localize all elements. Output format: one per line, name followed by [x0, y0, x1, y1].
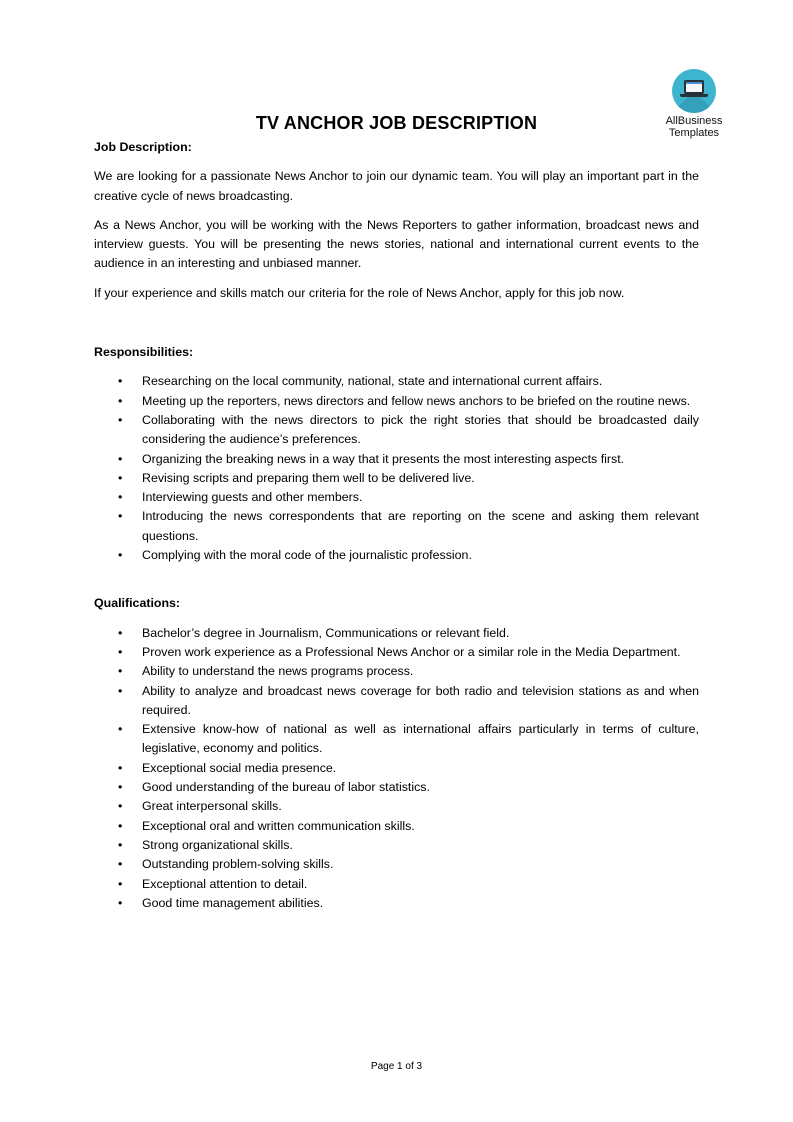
list-item: • Ability to analyze and broadcast news coverage for both radio and television stations as and when required.: [142, 682, 699, 721]
job-description-heading: Job Description:: [94, 140, 192, 154]
list-item: • Collaborating with the news directors to pick the right stories that should be broadcasted daily considering the audience’s preferences.: [142, 411, 699, 450]
list-item: • Ability to understand the news programs process.: [142, 662, 699, 681]
logo-line-1: AllBusiness: [665, 115, 723, 127]
list-item: • Exceptional attention to detail.: [142, 875, 699, 894]
list-item: • Outstanding problem-solving skills.: [142, 855, 699, 874]
laptop-icon: [672, 69, 716, 113]
job-description-paragraph: We are looking for a passionate News Anchor to join our dynamic team. You will play an important part in the creative cycle of news broadcasting.: [94, 169, 699, 203]
list-item: • Good time management abilities.: [142, 894, 699, 913]
list-item: • Exceptional social media presence.: [142, 759, 699, 778]
list-item: • Exceptional oral and written communication skills.: [142, 817, 699, 836]
list-item: • Organizing the breaking news in a way that it presents the most interesting aspects first.: [142, 450, 699, 469]
list-item: • Revising scripts and preparing them well to be delivered live.: [142, 469, 699, 488]
page-number: Page 1 of 3: [370, 1061, 423, 1072]
document-title: TV ANCHOR JOB DESCRIPTION: [255, 113, 538, 133]
qualifications-list: [94, 624, 699, 913]
list-item: • Proven work experience as a Professional News Anchor or a similar role in the Media Department.: [142, 643, 699, 662]
list-item: • Meeting up the reporters, news directors and fellow news anchors to be briefed on the routine news.: [142, 392, 699, 411]
list-item: • Interviewing guests and other members.: [142, 488, 699, 507]
list-item: • Strong organizational skills.: [142, 836, 699, 855]
list-item: • Introducing the news correspondents that are reporting on the scene and asking them relevant questions.: [142, 507, 699, 546]
list-item: • Bachelor’s degree in Journalism, Communications or relevant field.: [142, 624, 699, 643]
list-item: • Good understanding of the bureau of labor statistics.: [142, 778, 699, 797]
document-body: [94, 138, 699, 913]
logo-line-2: Templates: [668, 127, 720, 139]
list-item: • Extensive know-how of national as well as international affairs particularly in terms of culture, legislative, economy and politics.: [142, 720, 699, 759]
list-item: • Researching on the local community, national, state and international current affairs.: [142, 372, 699, 391]
responsibilities-heading: Responsibilities:: [94, 345, 194, 360]
list-item: • Complying with the moral code of the journalistic profession.: [142, 546, 699, 565]
responsibilities-list: [94, 372, 699, 565]
job-description-paragraph: If your experience and skills match our criteria for the role of News Anchor, apply for this job now.: [94, 285, 625, 300]
list-item: • Great interpersonal skills.: [142, 797, 699, 816]
qualifications-heading: Qualifications:: [94, 596, 181, 611]
job-description-paragraph: As a News Anchor, you will be working with the News Reporters to gather information, broadcast news and interview guests. You will be presenting the news stories, national and international current events to the audience in an interesting and unbiased manner.: [94, 217, 699, 271]
